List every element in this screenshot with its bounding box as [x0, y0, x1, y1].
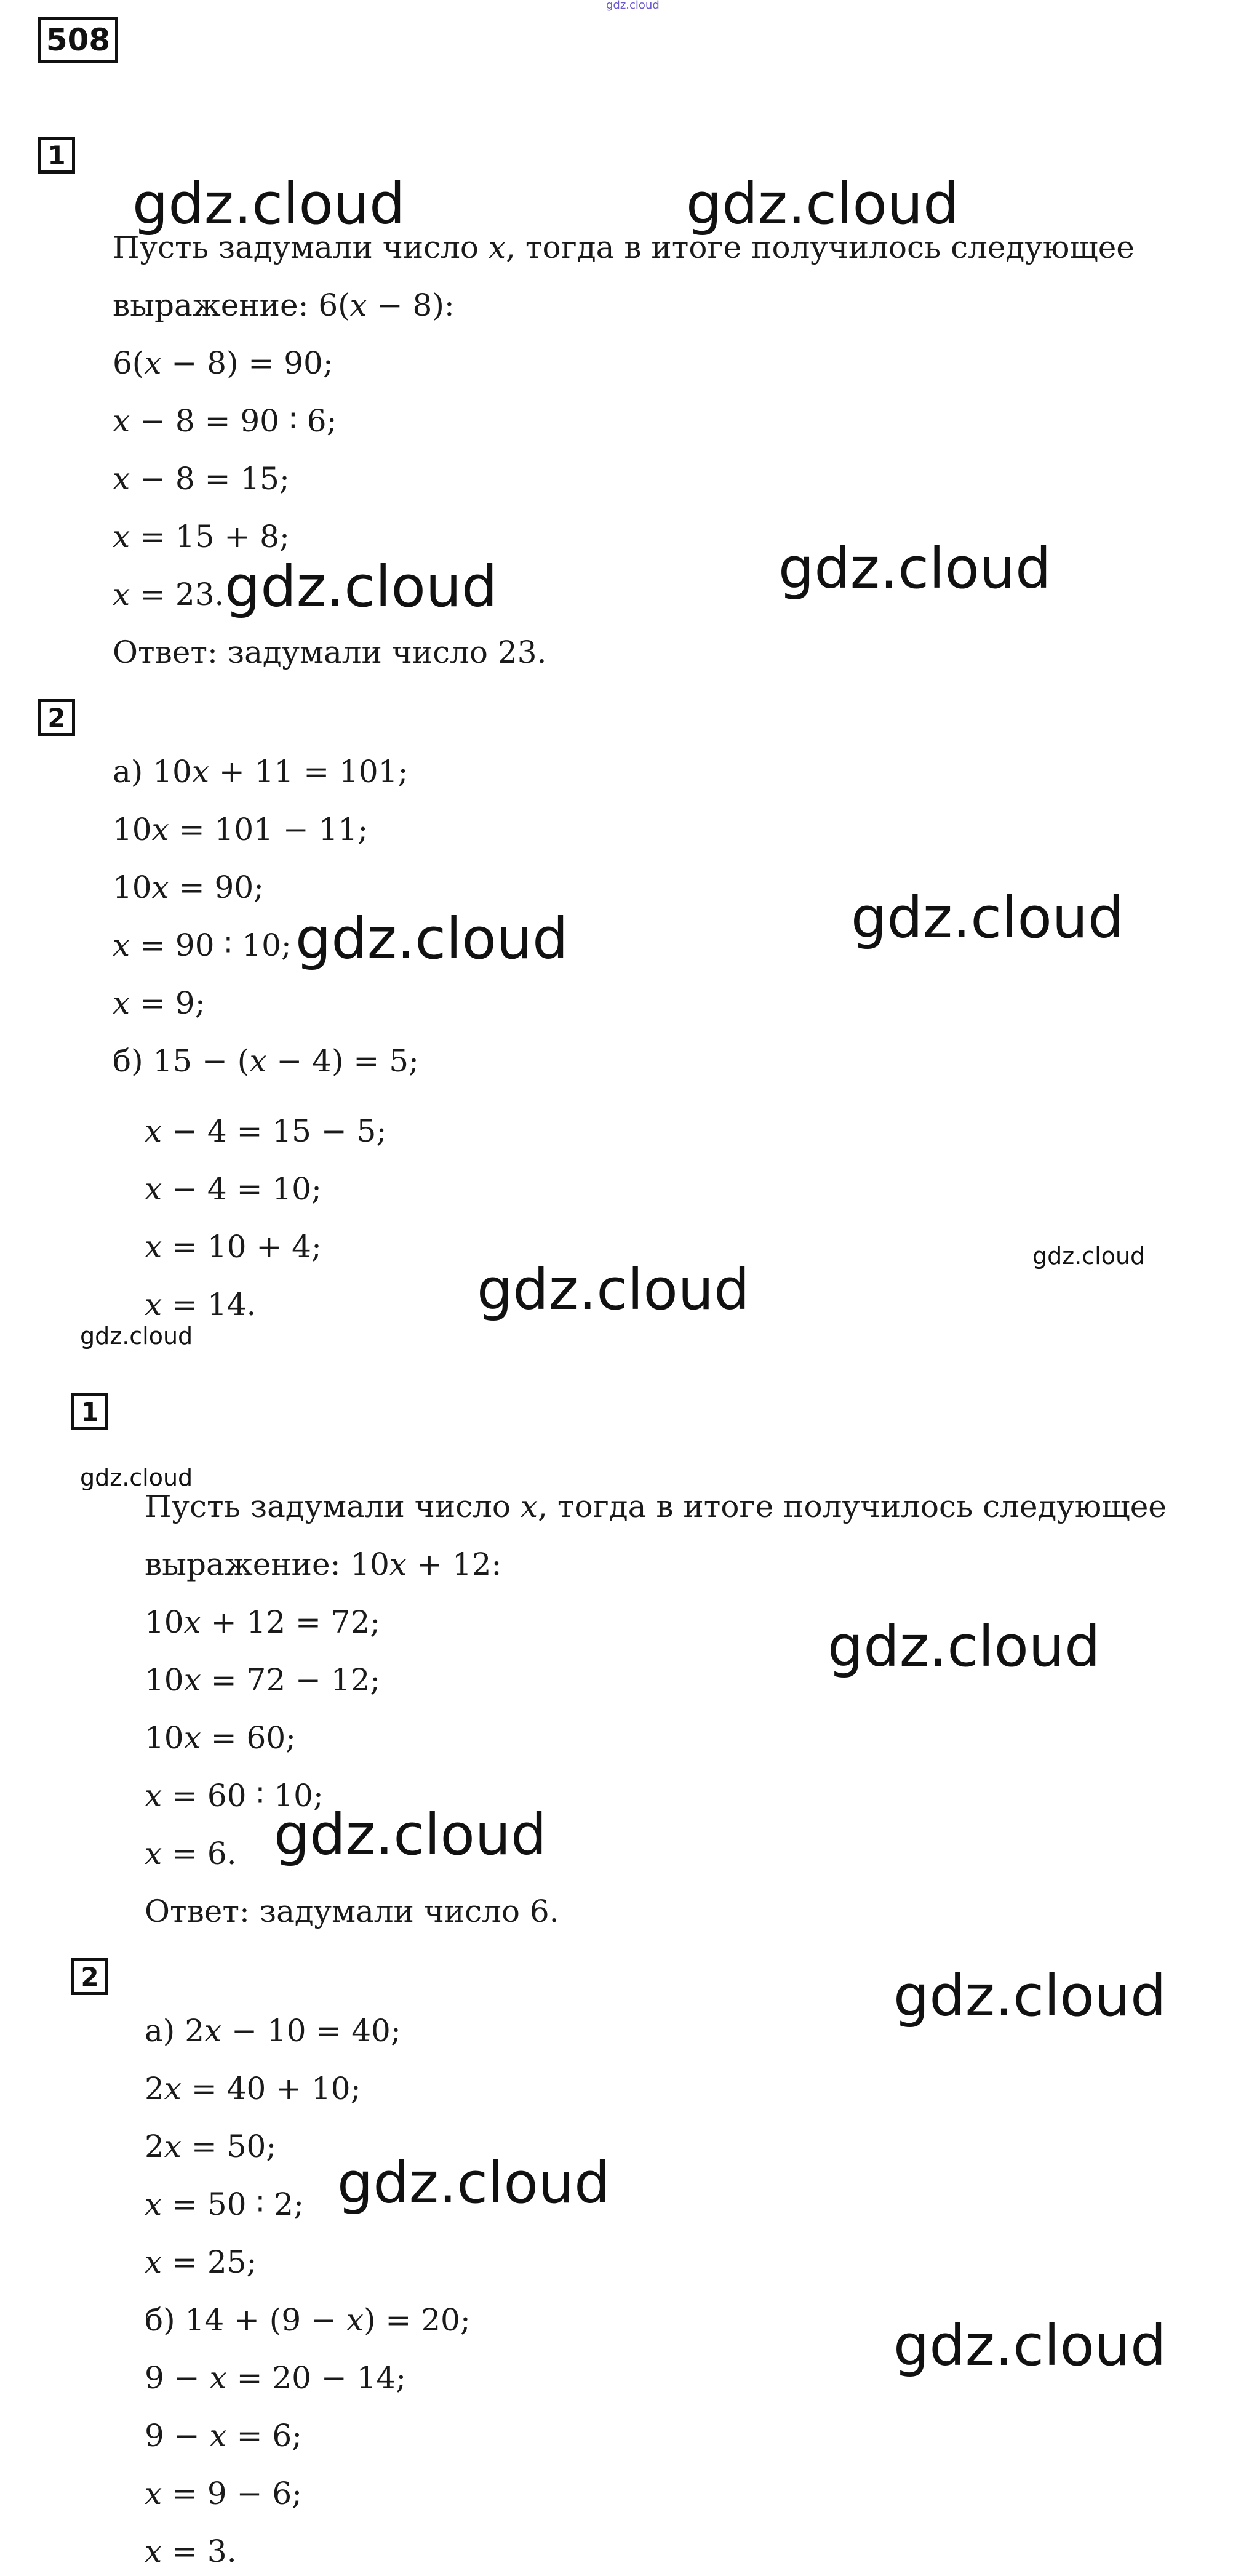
solution-line: 2𝑥 = 50; [145, 2129, 277, 2164]
watermark: gdz.cloud [1032, 1242, 1146, 1270]
solution-line: 9 − 𝑥 = 20 − 14; [145, 2360, 407, 2396]
solution-line: 10𝑥 + 12 = 72; [145, 1604, 381, 1640]
watermark: gdz.cloud [225, 554, 498, 620]
variant2-part2-number: 2 [81, 1961, 99, 1992]
solution-line: 𝑥 = 6. [145, 1836, 237, 1871]
solution-line: 𝑥 − 8 = 90 ∶ 6; [113, 403, 337, 439]
solution-line: Пусть задумали число 𝑥, тогда в итоге получилось следующее [113, 230, 1135, 265]
solution-line: 𝑥 = 25; [145, 2244, 257, 2280]
solution-line: 𝑥 = 23. [113, 577, 225, 612]
answer-line: Ответ: задумали число 23. [113, 634, 547, 670]
watermark: gdz.cloud [893, 2313, 1167, 2378]
solution-line: 𝑥 − 8 = 15; [113, 461, 290, 497]
header-watermark: gdz.cloud [606, 0, 660, 12]
solution-line: б) 14 + (9 − 𝑥) = 20; [145, 2302, 471, 2338]
solution-line: а) 2𝑥 − 10 = 40; [145, 2013, 401, 2049]
variant1-part1-number-box [38, 137, 75, 174]
watermark: gdz.cloud [80, 1464, 193, 1491]
solution-line: 𝑥 = 9 − 6; [145, 2476, 303, 2511]
solution-line: 𝑥 = 50 ∶ 2; [145, 2186, 304, 2222]
variant2-part1-number-box [71, 1393, 108, 1430]
solution-line: 𝑥 = 9; [113, 985, 206, 1021]
watermark: gdz.cloud [778, 535, 1051, 601]
watermark: gdz.cloud [80, 1322, 193, 1350]
solution-line: 𝑥 = 90 ∶ 10; [113, 927, 292, 963]
solution-line: 2𝑥 = 40 + 10; [145, 2071, 361, 2106]
variant1-part2-number: 2 [47, 702, 66, 733]
solution-line: 𝑥 = 60 ∶ 10; [145, 1778, 324, 1814]
solution-line: выражение: 10𝑥 + 12: [145, 1546, 502, 1582]
solution-line: 𝑥 = 15 + 8; [113, 519, 290, 554]
variant1-part2-number-box [38, 699, 75, 736]
watermark: gdz.cloud [686, 171, 959, 237]
task-number: 508 [46, 22, 111, 58]
variant1-part1-number: 1 [47, 140, 66, 170]
variant2-part2-number-box [71, 1958, 108, 1995]
task-number-box [38, 17, 118, 63]
watermark: gdz.cloud [851, 885, 1124, 951]
solution-line: 9 − 𝑥 = 6; [145, 2418, 303, 2454]
watermark: gdz.cloud [132, 171, 405, 237]
solution-line: 10𝑥 = 72 − 12; [145, 1662, 381, 1698]
answer-line: Ответ: задумали число 6. [145, 1894, 559, 1929]
watermark: gdz.cloud [477, 1257, 750, 1322]
solution-line: Пусть задумали число 𝑥, тогда в итоге получилось следующее [145, 1489, 1167, 1524]
solution-line: 10𝑥 = 60; [145, 1720, 296, 1756]
solution-line: 10𝑥 = 101 − 11; [113, 812, 369, 847]
solution-line: 6(𝑥 − 8) = 90; [113, 345, 333, 381]
watermark: gdz.cloud [828, 1614, 1101, 1679]
solution-line: 𝑥 − 4 = 10; [145, 1171, 322, 1207]
solution-line: 𝑥 = 10 + 4; [145, 1229, 322, 1265]
variant2-part1-number: 1 [81, 1396, 99, 1427]
solution-line: б) 15 − (𝑥 − 4) = 5; [113, 1043, 419, 1079]
solution-line: 10𝑥 = 90; [113, 870, 264, 905]
watermark: gdz.cloud [274, 1802, 547, 1868]
solution-line: 𝑥 = 14. [145, 1287, 257, 1322]
solution-line: 𝑥 = 3. [145, 2534, 237, 2569]
solution-line: выражение: 6(𝑥 − 8): [113, 287, 455, 323]
watermark: gdz.cloud [337, 2150, 610, 2216]
solution-line: 𝑥 − 4 = 15 − 5; [145, 1113, 387, 1149]
solution-line: а) 10𝑥 + 11 = 101; [113, 754, 409, 790]
watermark: gdz.cloud [295, 906, 569, 972]
watermark: gdz.cloud [893, 1963, 1167, 2029]
